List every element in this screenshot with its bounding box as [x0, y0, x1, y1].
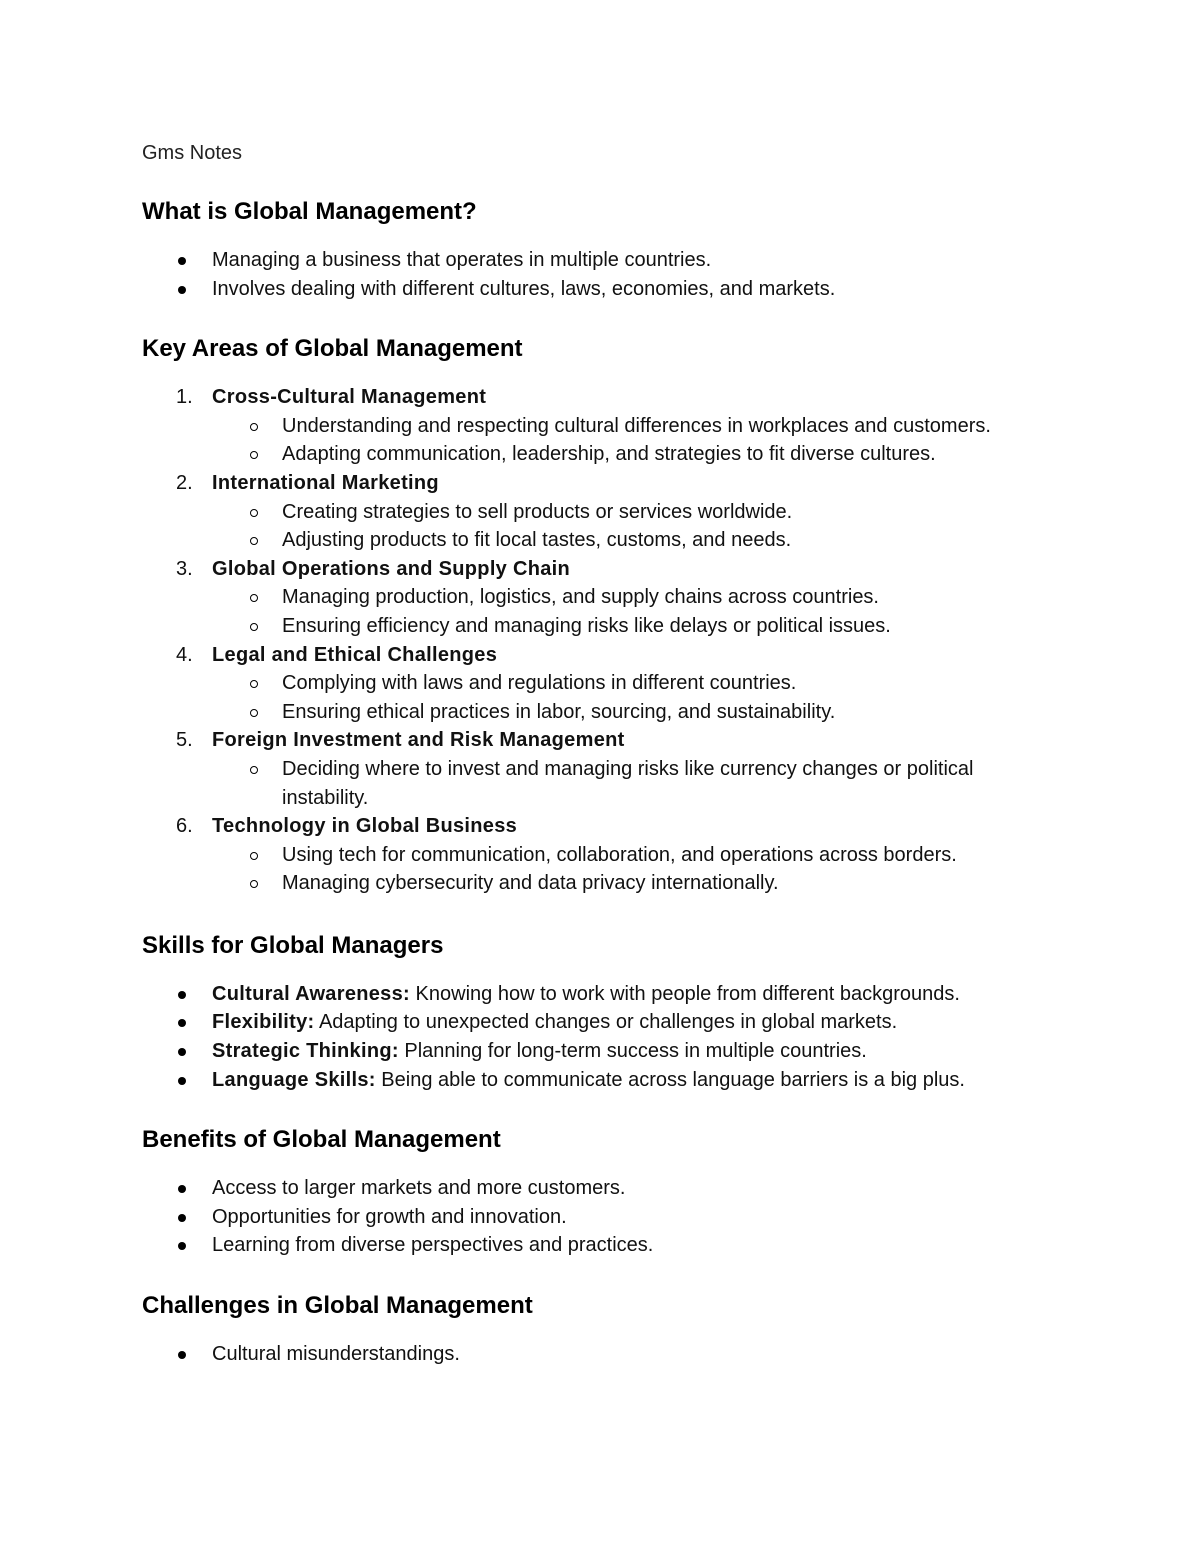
key-areas-numbered-list: [142, 383, 1062, 898]
document-title: Gms Notes: [142, 142, 243, 164]
bullet-disc-icon: [178, 1077, 186, 1085]
item-title: Global Operations and Supply Chain: [212, 557, 571, 580]
bullet-circle-icon: [250, 852, 258, 860]
sub-item: [212, 698, 1062, 727]
bullet-disc-icon: [178, 286, 186, 294]
skill-label: Language Skills:: [212, 1068, 376, 1091]
skills-bullet-list: [142, 980, 1062, 1094]
list-item: [142, 1008, 1062, 1037]
sub-item-text: Adjusting products to fit local tastes, customs, and needs.: [282, 529, 792, 552]
item-number: 3.: [176, 557, 193, 580]
item-number: 2.: [176, 471, 193, 494]
sub-list: [212, 583, 1062, 640]
sub-item: [212, 498, 1062, 527]
sub-list: [212, 841, 1062, 898]
sub-item-text: Adapting communication, leadership, and strategies to fit diverse cultures.: [282, 443, 936, 466]
sub-item: [212, 669, 1062, 698]
section-heading-what-is: What is Global Management?: [142, 198, 477, 225]
list-item: [142, 246, 1062, 275]
bullet-disc-icon: [178, 1351, 186, 1359]
what-is-bullet-list: [142, 246, 1062, 303]
numbered-item: [142, 555, 1062, 641]
bullet-disc-icon: [178, 1019, 186, 1027]
sub-item: [212, 583, 1062, 612]
document-page: [142, 138, 1062, 1399]
item-number: 5.: [176, 729, 193, 752]
bullet-circle-icon: [250, 623, 258, 631]
list-item: [142, 1066, 1062, 1095]
bullet-disc-icon: [178, 1214, 186, 1222]
section-heading-key-areas: Key Areas of Global Management: [142, 335, 523, 363]
bullet-disc-icon: [178, 991, 186, 999]
sub-list: [212, 498, 1062, 555]
benefits-bullet-list: [142, 1174, 1062, 1260]
list-item-text: Access to larger markets and more customers.: [212, 1177, 626, 1200]
list-item: [142, 1037, 1062, 1066]
skill-label: Flexibility:: [212, 1011, 315, 1034]
sub-list: [212, 755, 1062, 812]
item-title: Technology in Global Business: [212, 815, 518, 838]
numbered-item: [142, 726, 1062, 812]
bullet-circle-icon: [250, 766, 258, 774]
sub-list: [212, 669, 1062, 726]
numbered-item: [142, 812, 1062, 898]
item-number: 4.: [176, 643, 193, 666]
skill-text: Adapting to unexpected changes or challenges in global markets.: [314, 1011, 898, 1034]
sub-item-text: Using tech for communication, collaboration, and operations across borders.: [282, 843, 957, 866]
item-title: Legal and Ethical Challenges: [212, 643, 498, 666]
bullet-circle-icon: [250, 709, 258, 717]
sub-item: [212, 869, 1062, 898]
section-heading-skills: Skills for Global Managers: [142, 931, 444, 959]
list-item-text: Learning from diverse perspectives and practices.: [212, 1234, 654, 1257]
sub-list: [212, 412, 1062, 469]
bullet-circle-icon: [250, 680, 258, 688]
numbered-item: [142, 469, 1062, 555]
bullet-circle-icon: [250, 423, 258, 431]
sub-item: [212, 440, 1062, 469]
list-item-text: Involves dealing with different cultures, laws, economies, and markets.: [212, 277, 836, 300]
bullet-disc-icon: [178, 1048, 186, 1056]
sub-item-text: Creating strategies to sell products or services worldwide.: [282, 500, 793, 523]
list-item-text: Opportunities for growth and innovation.: [212, 1205, 567, 1228]
section-heading-challenges: Challenges in Global Management: [142, 1292, 533, 1320]
bullet-circle-icon: [250, 537, 258, 545]
sub-item: [212, 612, 1062, 641]
sub-item: [212, 412, 1062, 441]
list-item-text: Cultural misunderstandings.: [212, 1343, 460, 1366]
bullet-disc-icon: [178, 1185, 186, 1193]
sub-item-text: Managing cybersecurity and data privacy internationally.: [282, 872, 779, 895]
item-title: International Marketing: [212, 471, 439, 494]
skill-label: Strategic Thinking:: [212, 1040, 399, 1063]
challenges-bullet-list: [142, 1340, 1062, 1369]
list-item: [142, 1340, 1062, 1369]
sub-item-text: Deciding where to invest and managing risks like currency changes or political instability.: [282, 757, 974, 809]
list-item: [142, 980, 1062, 1009]
sub-item-text: Ensuring efficiency and managing risks like delays or political issues.: [282, 614, 891, 637]
sub-item-text: Ensuring ethical practices in labor, sourcing, and sustainability.: [282, 700, 836, 723]
list-item: [142, 1231, 1062, 1260]
list-item-text: Managing a business that operates in multiple countries.: [212, 249, 712, 271]
skill-text: Planning for long-term success in multiple countries.: [398, 1040, 867, 1063]
skill-text: Knowing how to work with people from different backgrounds.: [410, 982, 960, 1005]
bullet-disc-icon: [178, 1242, 186, 1250]
list-item: [142, 275, 1062, 304]
sub-item-text: Understanding and respecting cultural differences in workplaces and customers.: [282, 414, 991, 437]
sub-item-text: Managing production, logistics, and supply chains across countries.: [282, 586, 879, 609]
sub-item: [212, 526, 1062, 555]
numbered-item: [142, 641, 1062, 727]
skill-text: Being able to communicate across language barriers is a big plus.: [375, 1068, 965, 1091]
bullet-circle-icon: [250, 509, 258, 517]
item-title: Cross-Cultural Management: [212, 386, 487, 409]
item-title: Foreign Investment and Risk Management: [212, 729, 625, 752]
list-item: [142, 1174, 1062, 1203]
sub-item: [212, 755, 1062, 812]
bullet-circle-icon: [250, 594, 258, 602]
bullet-disc-icon: [178, 257, 186, 265]
section-heading-benefits: Benefits of Global Management: [142, 1126, 501, 1154]
sub-item-text: Complying with laws and regulations in different countries.: [282, 672, 797, 695]
bullet-circle-icon: [250, 880, 258, 888]
item-number: 1.: [176, 386, 193, 409]
numbered-item: [142, 383, 1062, 469]
list-item: [142, 1203, 1062, 1232]
item-number: 6.: [176, 815, 193, 838]
bullet-circle-icon: [250, 451, 258, 459]
sub-item: [212, 841, 1062, 870]
skill-label: Cultural Awareness:: [212, 982, 410, 1005]
